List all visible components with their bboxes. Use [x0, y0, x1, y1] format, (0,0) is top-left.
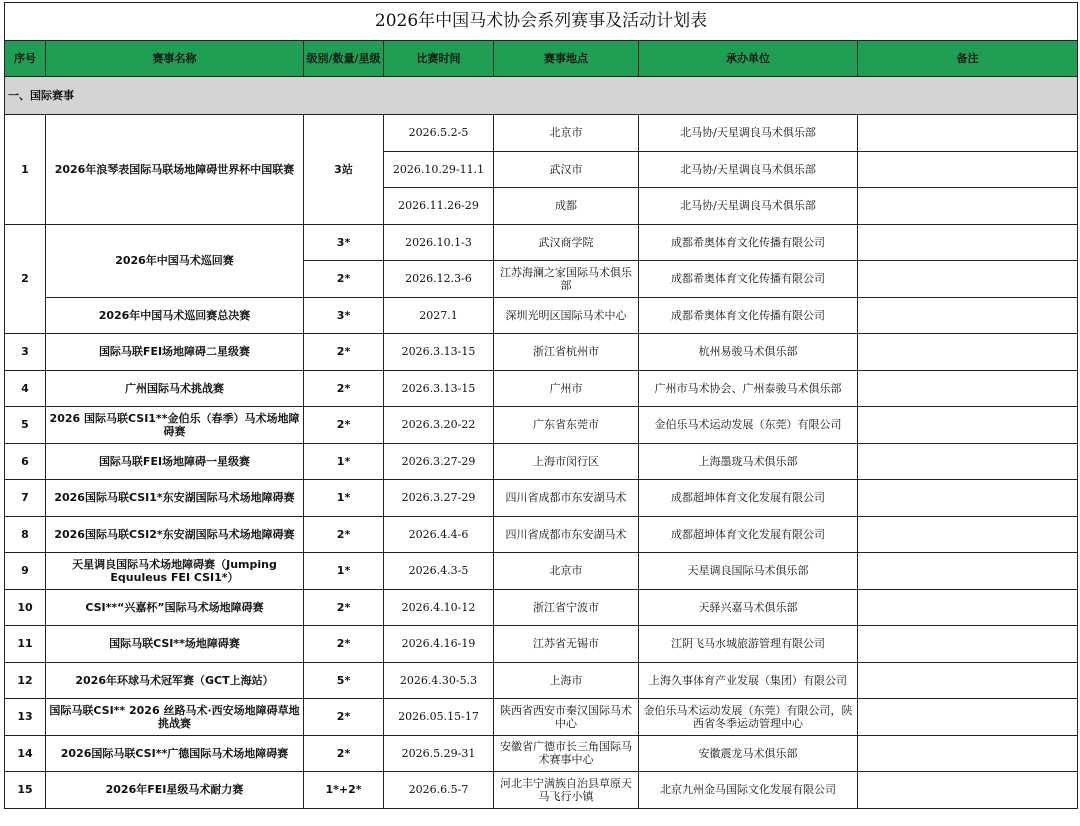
event-plan-table	[4, 2, 1078, 809]
cell-organizer: 江阴飞马水城旅游管理有限公司	[639, 626, 858, 663]
cell-remarks	[858, 516, 1078, 553]
cell-organizer: 成都希奥体育文化传播有限公司	[639, 297, 858, 334]
cell-date: 2026.4.10-12	[384, 589, 494, 626]
cell-date: 2026.3.13-15	[384, 370, 494, 407]
table-row	[5, 553, 1078, 590]
cell-level: 2*	[304, 516, 384, 553]
table-row	[5, 516, 1078, 553]
cell-date: 2026.11.26-29	[384, 188, 494, 225]
cell-name: 广州国际马术挑战赛	[46, 370, 304, 407]
cell-remarks	[858, 115, 1078, 152]
cell-date: 2026.12.3-6	[384, 261, 494, 298]
cell-seq: 2	[5, 224, 46, 334]
header-remarks: 备注	[858, 41, 1078, 77]
cell-seq: 10	[5, 589, 46, 626]
cell-venue: 北京市	[494, 115, 639, 152]
cell-organizer: 天星调良国际马术俱乐部	[639, 553, 858, 590]
cell-venue: 浙江省杭州市	[494, 334, 639, 371]
cell-organizer: 广州市马术协会、广州泰骏马术俱乐部	[639, 370, 858, 407]
cell-organizer: 成都希奥体育文化传播有限公司	[639, 261, 858, 298]
cell-level: 2*	[304, 699, 384, 736]
cell-seq: 3	[5, 334, 46, 371]
cell-remarks	[858, 772, 1078, 809]
cell-organizer: 杭州易骏马术俱乐部	[639, 334, 858, 371]
cell-organizer: 上海久事体育产业发展（集团）有限公司	[639, 662, 858, 699]
cell-organizer: 安徽震龙马术俱乐部	[639, 735, 858, 772]
table-row	[5, 699, 1078, 736]
cell-date: 2026.4.4-6	[384, 516, 494, 553]
header-row	[5, 41, 1078, 77]
cell-level: 2*	[304, 626, 384, 663]
cell-organizer: 成都超坤体育文化发展有限公司	[639, 516, 858, 553]
cell-level: 1*	[304, 480, 384, 517]
cell-seq: 14	[5, 735, 46, 772]
cell-level: 3*	[304, 297, 384, 334]
cell-name: 国际马联FEI场地障碍二星级赛	[46, 334, 304, 371]
cell-seq: 13	[5, 699, 46, 736]
cell-name: 2026 国际马联CSI1**金伯乐（春季）马术场地障碍赛	[46, 407, 304, 444]
cell-name: 2026年环球马术冠军赛（GCT上海站）	[46, 662, 304, 699]
table-row	[5, 662, 1078, 699]
cell-level: 5*	[304, 662, 384, 699]
cell-remarks	[858, 480, 1078, 517]
cell-date: 2027.1	[384, 297, 494, 334]
table-row	[5, 443, 1078, 480]
cell-seq: 12	[5, 662, 46, 699]
cell-venue: 江苏海澜之家国际马术俱乐部	[494, 261, 639, 298]
cell-name: 2026年中国马术巡回赛	[46, 224, 304, 297]
cell-remarks	[858, 151, 1078, 188]
table-row	[5, 772, 1078, 809]
cell-venue: 武汉市	[494, 151, 639, 188]
cell-name: 国际马联FEI场地障碍一星级赛	[46, 443, 304, 480]
cell-venue: 深圳光明区国际马术中心	[494, 297, 639, 334]
cell-organizer: 北马协/天星调良马术俱乐部	[639, 115, 858, 152]
header-level: 级别/数量/星级	[304, 41, 384, 77]
cell-date: 2026.10.29-11.1	[384, 151, 494, 188]
cell-date: 2026.6.5-7	[384, 772, 494, 809]
cell-remarks	[858, 735, 1078, 772]
cell-date: 2026.4.30-5.3	[384, 662, 494, 699]
cell-venue: 陕西省西安市秦汉国际马术中心	[494, 699, 639, 736]
cell-remarks	[858, 297, 1078, 334]
cell-venue: 北京市	[494, 553, 639, 590]
cell-date: 2026.3.27-29	[384, 480, 494, 517]
cell-name: CSI**“兴嘉杯”国际马术场地障碍赛	[46, 589, 304, 626]
header-venue: 赛事地点	[494, 41, 639, 77]
cell-date: 2026.4.16-19	[384, 626, 494, 663]
cell-organizer: 天驿兴嘉马术俱乐部	[639, 589, 858, 626]
cell-venue: 四川省成都市东安湖马术	[494, 516, 639, 553]
cell-remarks	[858, 699, 1078, 736]
cell-seq: 5	[5, 407, 46, 444]
cell-level: 2*	[304, 334, 384, 371]
cell-venue: 安徽省广德市长三角国际马术赛事中心	[494, 735, 639, 772]
cell-remarks	[858, 553, 1078, 590]
cell-level: 1*	[304, 443, 384, 480]
cell-seq: 6	[5, 443, 46, 480]
cell-venue: 武汉商学院	[494, 224, 639, 261]
cell-venue: 河北丰宁满族自治县草原天马飞行小镇	[494, 772, 639, 809]
table-title: 2026年中国马术协会系列赛事及活动计划表	[5, 3, 1078, 41]
cell-venue: 上海市闵行区	[494, 443, 639, 480]
cell-level: 3站	[304, 115, 384, 225]
cell-seq: 9	[5, 553, 46, 590]
cell-date: 2026.10.1-3	[384, 224, 494, 261]
cell-organizer: 成都超坤体育文化发展有限公司	[639, 480, 858, 517]
cell-organizer: 金伯乐马术运动发展（东莞）有限公司，陕西省冬季运动管理中心	[639, 699, 858, 736]
table-row	[5, 589, 1078, 626]
cell-remarks	[858, 589, 1078, 626]
cell-organizer: 北马协/天星调良马术俱乐部	[639, 188, 858, 225]
table-row	[5, 224, 1078, 261]
header-date: 比赛时间	[384, 41, 494, 77]
cell-name: 2026国际马联CSI1*东安湖国际马术场地障碍赛	[46, 480, 304, 517]
cell-remarks	[858, 662, 1078, 699]
cell-venue: 成都	[494, 188, 639, 225]
cell-date: 2026.05.15-17	[384, 699, 494, 736]
cell-venue: 广州市	[494, 370, 639, 407]
cell-venue: 广东省东莞市	[494, 407, 639, 444]
cell-level: 1*	[304, 553, 384, 590]
table-row	[5, 735, 1078, 772]
cell-date: 2026.5.29-31	[384, 735, 494, 772]
cell-level: 2*	[304, 370, 384, 407]
cell-venue: 江苏省无锡市	[494, 626, 639, 663]
cell-level: 2*	[304, 735, 384, 772]
cell-remarks	[858, 334, 1078, 371]
cell-name: 天星调良国际马术场地障碍赛（Jumping Equuleus FEI CSI1*）	[46, 553, 304, 590]
cell-name: 2026年中国马术巡回赛总决赛	[46, 297, 304, 334]
cell-remarks	[858, 188, 1078, 225]
cell-date: 2026.3.20-22	[384, 407, 494, 444]
cell-level: 2*	[304, 589, 384, 626]
cell-remarks	[858, 407, 1078, 444]
cell-remarks	[858, 370, 1078, 407]
cell-name: 2026年浪琴表国际马联场地障碍世界杯中国联赛	[46, 115, 304, 225]
cell-remarks	[858, 626, 1078, 663]
cell-level: 1*+2*	[304, 772, 384, 809]
table-row	[5, 626, 1078, 663]
table-row	[5, 297, 1078, 334]
cell-level: 2*	[304, 261, 384, 298]
table-row	[5, 480, 1078, 517]
cell-organizer: 北马协/天星调良马术俱乐部	[639, 151, 858, 188]
table-row	[5, 115, 1078, 152]
cell-organizer: 上海墨珑马术俱乐部	[639, 443, 858, 480]
cell-organizer: 北京九州金马国际文化发展有限公司	[639, 772, 858, 809]
cell-seq: 8	[5, 516, 46, 553]
table-row	[5, 334, 1078, 371]
cell-seq: 7	[5, 480, 46, 517]
cell-date: 2026.3.27-29	[384, 443, 494, 480]
cell-seq: 4	[5, 370, 46, 407]
cell-level: 3*	[304, 224, 384, 261]
cell-remarks	[858, 224, 1078, 261]
cell-level: 2*	[304, 407, 384, 444]
cell-remarks	[858, 261, 1078, 298]
cell-venue: 四川省成都市东安湖马术	[494, 480, 639, 517]
table-row	[5, 407, 1078, 444]
cell-date: 2026.4.3-5	[384, 553, 494, 590]
header-name: 赛事名称	[46, 41, 304, 77]
cell-name: 国际马联CSI**场地障碍赛	[46, 626, 304, 663]
section-heading: 一、国际赛事	[5, 77, 1078, 115]
cell-organizer: 金伯乐马术运动发展（东莞）有限公司	[639, 407, 858, 444]
cell-venue: 浙江省宁波市	[494, 589, 639, 626]
cell-remarks	[858, 443, 1078, 480]
cell-name: 国际马联CSI** 2026 丝路马术·西安场地障碍草地挑战赛	[46, 699, 304, 736]
cell-seq: 11	[5, 626, 46, 663]
cell-date: 2026.3.13-15	[384, 334, 494, 371]
header-seq: 序号	[5, 41, 46, 77]
header-organizer: 承办单位	[639, 41, 858, 77]
cell-venue: 上海市	[494, 662, 639, 699]
cell-seq: 15	[5, 772, 46, 809]
cell-date: 2026.5.2-5	[384, 115, 494, 152]
cell-name: 2026国际马联CSI**广德国际马术场地障碍赛	[46, 735, 304, 772]
cell-organizer: 成都希奥体育文化传播有限公司	[639, 224, 858, 261]
table-row	[5, 370, 1078, 407]
cell-name: 2026国际马联CSI2*东安湖国际马术场地障碍赛	[46, 516, 304, 553]
cell-name: 2026年FEI星级马术耐力赛	[46, 772, 304, 809]
cell-seq: 1	[5, 115, 46, 225]
